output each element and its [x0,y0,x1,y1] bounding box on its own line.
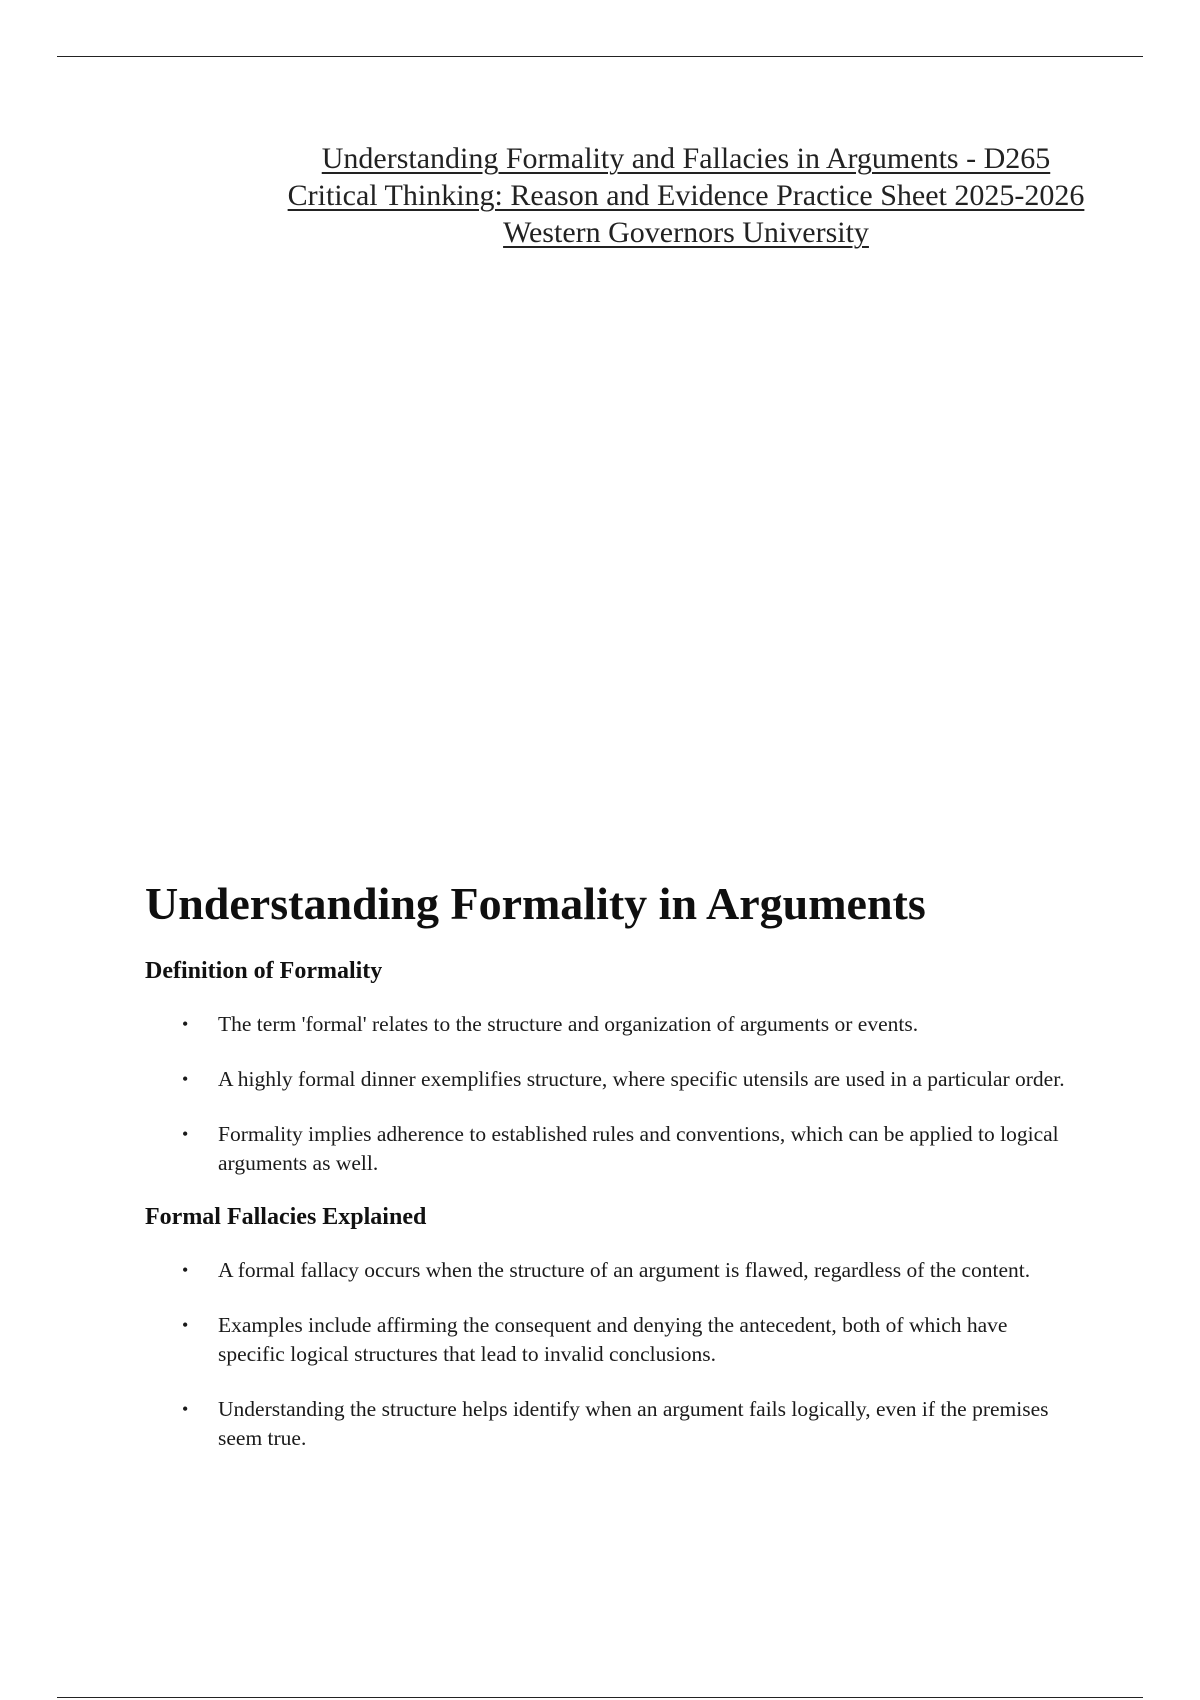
bullet-list-fallacies [145,1256,1085,1453]
bullet-icon: • [182,1260,189,1280]
list-item [145,1256,1085,1285]
list-item [145,1120,1085,1178]
section-heading: Understanding Formality in Arguments [145,878,926,929]
list-item [145,1395,1085,1453]
bullet-list-definition [145,1010,1085,1178]
list-item [145,1065,1085,1094]
list-item-text: A highly formal dinner exemplifies structure, where specific utensils are used in a particular order. [218,1067,1065,1091]
bullet-icon: • [182,1124,189,1144]
list-item-text: A formal fallacy occurs when the structure of an argument is flawed, regardless of the content. [218,1258,1031,1282]
bullet-icon: • [182,1315,189,1335]
subheading-definition-of-formality: Definition of Formality [145,958,383,984]
main-content [145,876,1085,1453]
bottom-rule [57,1697,1143,1698]
list-item [145,1010,1085,1039]
subheading-formal-fallacies-explained: Formal Fallacies Explained [145,1204,427,1230]
document-title-text: Understanding Formality and Fallacies in Arguments - D265 Critical Thinking: Reason and Evidence Practice Sheet 2025-2026 Western Governors University [287,142,1085,249]
list-item-text: The term 'formal' relates to the structure and organization of arguments or events. [218,1012,919,1036]
list-item-text: Understanding the structure helps identify when an argument fails logically, even if the premises seem true. [218,1397,1049,1450]
list-item [145,1311,1085,1369]
bullet-icon: • [182,1069,189,1089]
document-title [282,140,1090,251]
top-rule [57,56,1143,57]
list-item-text: Formality implies adherence to established rules and conventions, which can be applied to logical arguments as well. [218,1122,1059,1175]
bullet-icon: • [182,1014,189,1034]
bullet-icon: • [182,1399,189,1419]
list-item-text: Examples include affirming the consequent and denying the antecedent, both of which have specific logical structures that lead to invalid conclusions. [218,1313,1008,1366]
